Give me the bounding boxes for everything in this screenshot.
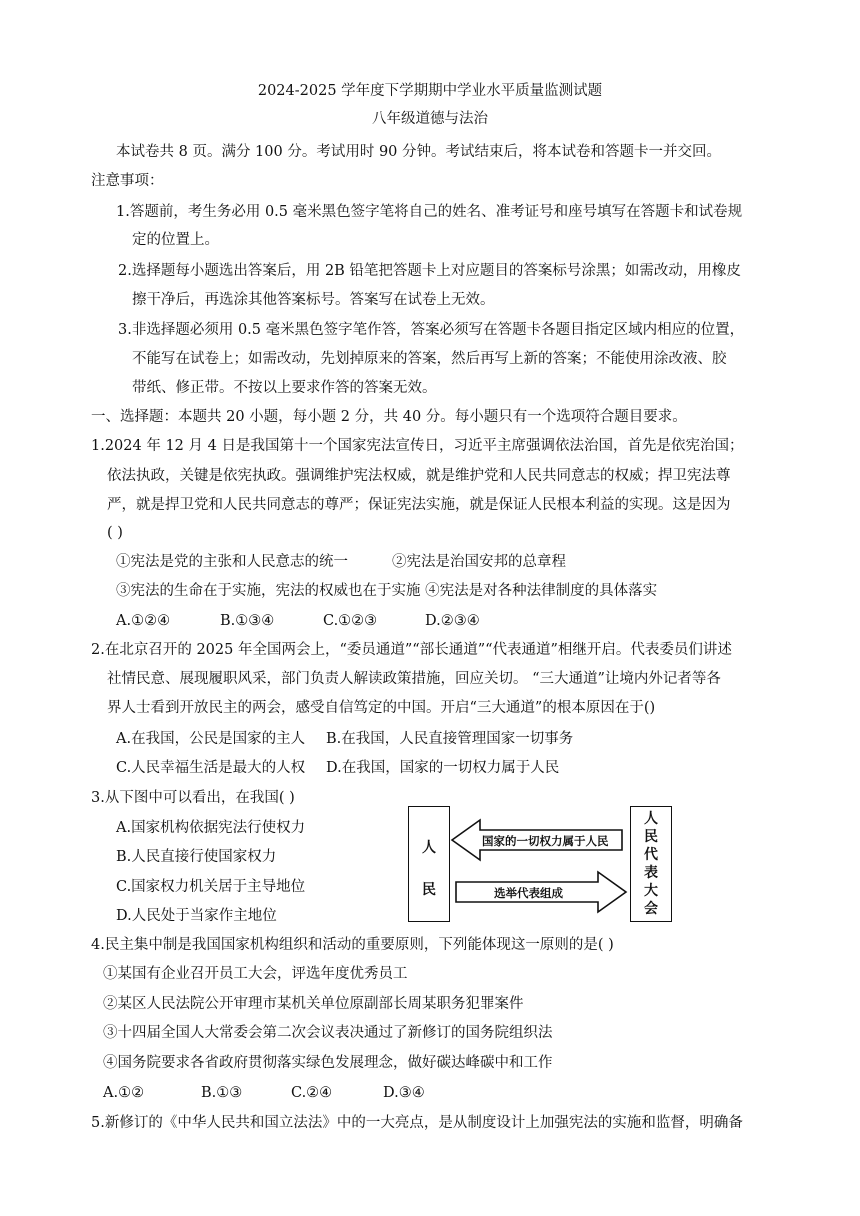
q3-stem: 3.从下图中可以看出，在我国( ) [91, 790, 295, 806]
q2-option-b[interactable]: B.在我国，人民直接管理国家一切事务 [326, 731, 574, 747]
bottom-arrow-label: 选举代表组成 [494, 886, 563, 900]
note-2-line-2: 擦干净后，再选涂其他答案标号。答案写在试卷上无效。 [132, 292, 495, 308]
q1-statement-2: ②宪法是治国安邦的总章程 [392, 554, 566, 570]
q3-option-b[interactable]: B.人民直接行使国家权力 [116, 849, 277, 865]
q5-stem-line-1: 5.新修订的《中华人民共和国立法法》中的一大亮点，是从制度设计上加强宪法的实施和监督，明确备 [91, 1115, 743, 1131]
q2-option-c[interactable]: C.人民幸福生活是最大的人权 [116, 760, 306, 776]
note-3-line-1: 3.非选择题必须用 0.5 毫米黑色签字笔作答，答案必须写在答题卡各题目指定区域内相应的位置， [118, 322, 745, 338]
npc-char-4: 表 [644, 865, 658, 881]
q4-options [103, 1083, 425, 1103]
q1-option-a[interactable]: A.①②④ [116, 613, 171, 629]
q4-stem: 4.民主集中制是我国国家机构组织和活动的重要原则，下列能体现这一原则的是( ) [91, 937, 614, 953]
q4-statement-1: ①某国有企业召开员工大会，评选年度优秀员工 [103, 966, 408, 982]
npc-char-6: 会 [644, 901, 658, 917]
note-3-line-2: 不能写在试卷上；如需改动，先划掉原来的答案，然后再写上新的答案；不能使用涂改液、胶 [132, 351, 727, 367]
note-3-line-3: 带纸、修正带。不按以上要求作答的答案无效。 [132, 380, 437, 396]
q4-option-d[interactable]: D.③④ [383, 1085, 425, 1101]
q4-option-b[interactable]: B.①③ [201, 1085, 243, 1101]
q1-option-c[interactable]: C.①②③ [323, 613, 378, 629]
q2-stem-line-1: 2.在北京召开的 2025 年全国两会上，“委员通道”“部长通道”“代表通道”相继开启。代表委员们讲述 [91, 642, 732, 658]
exam-subject: 八年级道德与法治 [372, 111, 488, 127]
q2-option-d[interactable]: D.在我国，国家的一切权力属于人民 [326, 760, 560, 776]
q3-option-d[interactable]: D.人民处于当家作主地位 [116, 908, 277, 924]
q1-option-d[interactable]: D.②③④ [425, 613, 480, 629]
q1-stem-line-1: 1.2024 年 12 月 4 日是我国第十一个国家宪法宣传日，习近平主席强调依法治国，首先是依宪治国； [91, 438, 744, 454]
people-char-2: 民 [422, 882, 436, 898]
note-1-line-1: 1.答题前，考生务必用 0.5 毫米黑色签字笔将自己的姓名、准考证号和座号填写在答题卡和试卷规 [116, 204, 743, 220]
npc-char-2: 民 [644, 829, 658, 845]
section-heading: 一、选择题：本题共 20 小题，每小题 2 分，共 40 分。每小题只有一个选项符合题目要求。 [91, 409, 687, 425]
q1-stem-line-2: 依法执政，关键是依宪执政。强调维护宪法权威，就是维护党和人民共同意志的权威；捍卫宪法尊 [107, 468, 731, 484]
q1-statement-1: ①宪法是党的主张和人民意志的统一 [116, 554, 348, 570]
q3-diagram [408, 806, 672, 924]
q3-option-a[interactable]: A.国家机构依据宪法行使权力 [116, 820, 306, 836]
notes-heading: 注意事项： [91, 173, 164, 189]
people-char-1: 人 [422, 840, 436, 856]
note-2-line-1: 2.选择题每小题选出答案后，用 2B 铅笔把答题卡上对应题目的答案标号涂黑；如需改动，用橡皮 [118, 263, 741, 279]
q4-option-c[interactable]: C.②④ [291, 1085, 333, 1101]
q2-stem-line-2: 社情民意、展现履职风采，部门负责人解读政策措施，回应关切。 “三大通道”让境内外记者等各 [107, 671, 721, 687]
q1-options [116, 611, 480, 631]
npc-char-3: 代 [644, 847, 658, 863]
q4-option-a[interactable]: A.①② [103, 1085, 145, 1101]
arrows-svg [408, 806, 672, 924]
q3-option-c[interactable]: C.国家权力机关居于主导地位 [116, 879, 306, 895]
q4-statement-4: ④国务院要求各省政府贯彻落实绿色发展理念，做好碳达峰碳中和工作 [103, 1055, 553, 1071]
q4-statement-3: ③十四届全国人大常委会第二次会议表决通过了新修订的国务院组织法 [103, 1025, 553, 1041]
q1-stem-line-3: 严，就是捍卫党和人民共同意志的尊严；保证宪法实施，就是保证人民根本利益的实现。这是因为 [107, 497, 731, 513]
exam-title: 2024-2025 学年度下学期期中学业水平质量监测试题 [257, 83, 603, 99]
q1-statement-3-4: ③宪法的生命在于实施，宪法的权威也在于实施 ④宪法是对各种法律制度的具体落实 [116, 583, 658, 599]
q1-blank: ( ) [107, 525, 123, 541]
q1-option-b[interactable]: B.①③④ [220, 613, 275, 629]
q4-statement-2: ②某区人民法院公开审理市某机关单位原副部长周某职务犯罪案件 [103, 996, 524, 1012]
exam-intro: 本试卷共 8 页。满分 100 分。考试用时 90 分钟。考试结束后，将本试卷和答题卡一并交回。 [116, 144, 722, 160]
note-1-line-2: 定的位置上。 [132, 232, 219, 248]
top-arrow-label: 国家的一切权力属于人民 [482, 834, 609, 848]
npc-char-1: 人 [644, 811, 658, 827]
npc-char-5: 大 [644, 883, 658, 899]
q2-option-a[interactable]: A.在我国，公民是国家的主人 [116, 731, 306, 747]
q2-stem-line-3: 界人士看到开放民主的两会，感受自信笃定的中国。开启“三大通道”的根本原因在于() [107, 700, 656, 716]
